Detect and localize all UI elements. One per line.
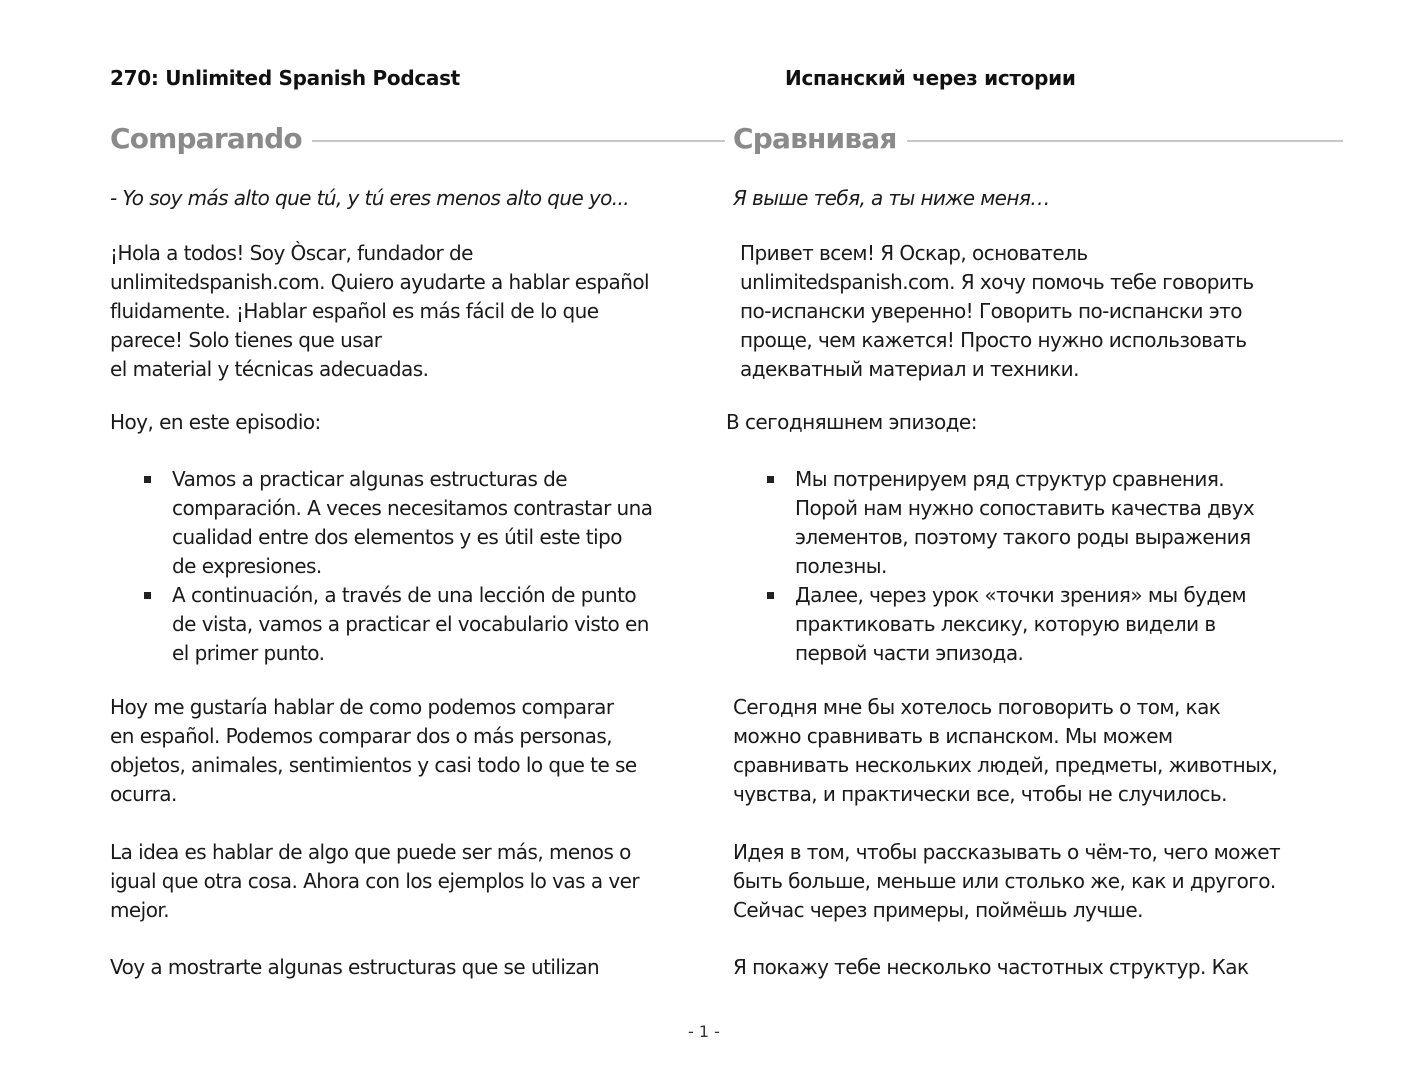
left-paragraph-3 xyxy=(110,953,599,982)
right-para1-line: Сегодня мне бы хотелось поговорить о том, как xyxy=(733,695,1221,719)
right-title-row xyxy=(733,122,1343,155)
right-para1-line: сравнивать нескольких людей, предметы, животных, xyxy=(733,753,1278,777)
left-intro-line: el material y técnicas adecuadas. xyxy=(110,357,429,381)
right-subtitle: Я выше тебя, а ты ниже меня… xyxy=(733,186,1050,210)
right-para1-line: можно сравнивать в испанском. Мы можем xyxy=(733,724,1173,748)
left-bullet-line: el primer punto. xyxy=(172,641,325,665)
left-bullet-item xyxy=(110,581,653,668)
left-bullet-line: de expresiones. xyxy=(172,554,322,578)
right-episode-label: В сегодняшнем эпизоде: xyxy=(726,410,977,434)
right-title-rule xyxy=(907,140,1343,142)
left-bullet-line: A continuación, a través de una lección de punto xyxy=(172,583,637,607)
left-title-rule xyxy=(312,140,725,142)
right-paragraph-3 xyxy=(733,953,1249,982)
right-bullet-list xyxy=(733,465,1254,668)
right-intro xyxy=(740,239,1254,384)
square-bullet-icon xyxy=(144,592,151,599)
square-bullet-icon xyxy=(144,476,151,483)
right-para1-line: чувства, и практически все, чтобы не случилось. xyxy=(733,782,1227,806)
right-header: Испанский через истории xyxy=(785,66,1076,90)
right-intro-line: unlimitedspanish.com. Я хочу помочь тебе говорить xyxy=(740,270,1254,294)
right-title: Сравнивая xyxy=(733,122,897,155)
left-bullet-line: de vista, vamos a practicar el vocabulario visto en xyxy=(172,612,649,636)
left-para1-line: Hoy me gustaría hablar de como podemos comparar xyxy=(110,695,614,719)
left-para2-line: La idea es hablar de algo que puede ser más, menos o xyxy=(110,840,631,864)
right-bullet-line: Далее, через урок «точки зрения» мы будем xyxy=(795,583,1247,607)
left-intro-line: fluidamente. ¡Hablar español es más fácil de lo que xyxy=(110,299,599,323)
right-paragraph-1 xyxy=(733,693,1277,809)
left-bullet-line: comparación. A veces necesitamos contrastar una xyxy=(172,496,653,520)
right-intro-line: адекватный материал и техники. xyxy=(740,357,1079,381)
right-para2-line: быть больше, меньше или столько же, как и другого. xyxy=(733,869,1276,893)
right-para2-line: Идея в том, чтобы рассказывать о чём-то, чего может xyxy=(733,840,1281,864)
left-para1-line: objetos, animales, sentimientos y casi todo lo que te se xyxy=(110,753,637,777)
right-bullet-line: элементов, поэтому такого роды выражения xyxy=(795,525,1251,549)
left-intro xyxy=(110,239,649,384)
left-para3-line: Voy a mostrarte algunas estructuras que se utilizan xyxy=(110,955,600,979)
left-bullet-line: cualidad entre dos elementos y es útil este tipo xyxy=(172,525,622,549)
left-bullet-item xyxy=(110,465,653,581)
page-number: - 1 - xyxy=(688,1022,720,1041)
left-header: 270: Unlimited Spanish Podcast xyxy=(110,66,460,90)
right-bullet-item xyxy=(733,465,1254,581)
left-episode-label: Hoy, en este episodio: xyxy=(110,410,321,434)
square-bullet-icon xyxy=(767,476,774,483)
left-title-row xyxy=(110,122,725,155)
left-para1-line: en español. Podemos comparar dos o más personas, xyxy=(110,724,613,748)
right-bullet-item xyxy=(733,581,1254,668)
left-paragraph-2 xyxy=(110,838,639,925)
left-subtitle: - Yo soy más alto que tú, y tú eres menos alto que yo... xyxy=(110,186,630,210)
right-para2-line: Сейчас через примеры, поймёшь лучше. xyxy=(733,898,1143,922)
left-para1-line: ocurra. xyxy=(110,782,177,806)
right-intro-line: проще, чем кажется! Просто нужно использовать xyxy=(740,328,1247,352)
left-para2-line: mejor. xyxy=(110,898,170,922)
right-bullet-line: практиковать лексику, которую видели в xyxy=(795,612,1216,636)
left-bullet-list xyxy=(110,465,653,668)
left-intro-line: parece! Solo tienes que usar xyxy=(110,328,382,352)
left-para2-line: igual que otra cosa. Ahora con los ejemplos lo vas a ver xyxy=(110,869,640,893)
right-intro-line: Привет всем! Я Оскар, основатель xyxy=(740,241,1088,265)
right-bullet-line: первой части эпизода. xyxy=(795,641,1024,665)
right-bullet-line: Мы потренируем ряд структур сравнения. xyxy=(795,467,1225,491)
right-bullet-line: полезны. xyxy=(795,554,887,578)
right-intro-line: по-испански уверенно! Говорить по-испански это xyxy=(740,299,1242,323)
right-para3-line: Я покажу тебе несколько частотных структур. Как xyxy=(733,955,1249,979)
left-bullet-line: Vamos a practicar algunas estructuras de xyxy=(172,467,568,491)
right-bullet-line: Порой нам нужно сопоставить качества двух xyxy=(795,496,1255,520)
left-paragraph-1 xyxy=(110,693,637,809)
right-paragraph-2 xyxy=(733,838,1280,925)
square-bullet-icon xyxy=(767,592,774,599)
left-intro-line: unlimitedspanish.com. Quiero ayudarte a hablar español xyxy=(110,270,650,294)
left-intro-line: ¡Hola a todos! Soy Òscar, fundador de xyxy=(110,241,473,265)
left-title: Comparando xyxy=(110,122,302,155)
